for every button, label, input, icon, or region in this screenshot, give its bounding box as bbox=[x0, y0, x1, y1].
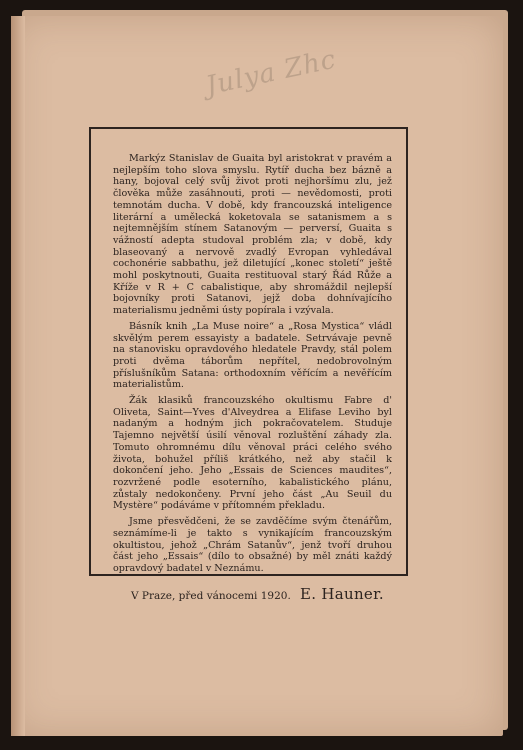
page-spine-shadow bbox=[11, 16, 25, 736]
text-frame bbox=[89, 127, 408, 603]
paragraph-guaita-intro: Markýz Stanislav de Guaita byl aristokrat v pravém a nejlepším toho slova smyslu. Rytíř ducha bez bázně a hany, bojoval celý svůj život proti nejhoršímu zlu, jež člověka může zasáhnouti, proti — nevědomosti, proti temnotám ducha. V době, kdy francouzská inteligence literární a umělecká koketovala se satanismem a s nejtemnějším stínem Satanovým — perversí, Guaita s vážností adepta studoval problém zla; v době, kdy blaseovaný a nervově zvadlý Evropan vyhledával cochonérie sabbathu, jež diletující „konec století“ ještě mohl poskytnouti, Guaita restituoval starý Řád Růže a Kříže v R + C cabalistique, aby shromáždil nejlepší bojovníky proti Satanovi, jejž doba dohnívajícího materialismu jedněmi ústy popírala i vzývala. bbox=[113, 153, 392, 317]
paragraph-publisher-note: Jsme přesvědčeni, že se zavděčíme svým čtenářům, seznámíme-li je takto s vynikajícím francouzským okultistou, jehož „Chrám Satanův“, jenž tvoří druhou část jeho „Essais“ (dílo to obsažné) by měl znáti každý opravdový badatel v Neznámu. bbox=[113, 516, 392, 574]
handwritten-signature: Julya Zhc bbox=[203, 44, 339, 102]
author-name: E. Hauner. bbox=[300, 584, 384, 603]
paragraph-disciple-work: Žák klasiků francouzského okultismu Fabre d' Oliveta, Saint—Yves d'Alveydrea a Elifase Leviho byl nadaným a hodným jich pokračovatelem. Studuje Tajemno největší úsilí věnoval rozluštění záhady zla. Tomuto ohromnému dílu věnoval práci celého svého života, bohužel příliš krátkého, než aby stačil k dokončení jeho. Jeho „Essais de Sciences maudites“, rozvržené podle esoterního, kabalistického plánu, zůstaly nedokončeny. První jeho část „Au Seuil du Mystère“ podáváme v přítomném překladu. bbox=[113, 395, 392, 512]
signoff-row bbox=[113, 585, 392, 603]
paragraph-poet-books: Básník knih „La Muse noire“ a „Rosa Mystica“ vládl skvělým perem essayisty a badatele. Setrvávaje pevně na stanovisku opravdového hledatele Pravdy, stál polem proti dvěma táborům nepřítel, nedobrovolným příslušníkům Satana: orthodoxním věřícím a nevěřícím materialistům. bbox=[113, 320, 392, 391]
place-date: V Praze, před vánocemi 1920. bbox=[131, 589, 291, 602]
